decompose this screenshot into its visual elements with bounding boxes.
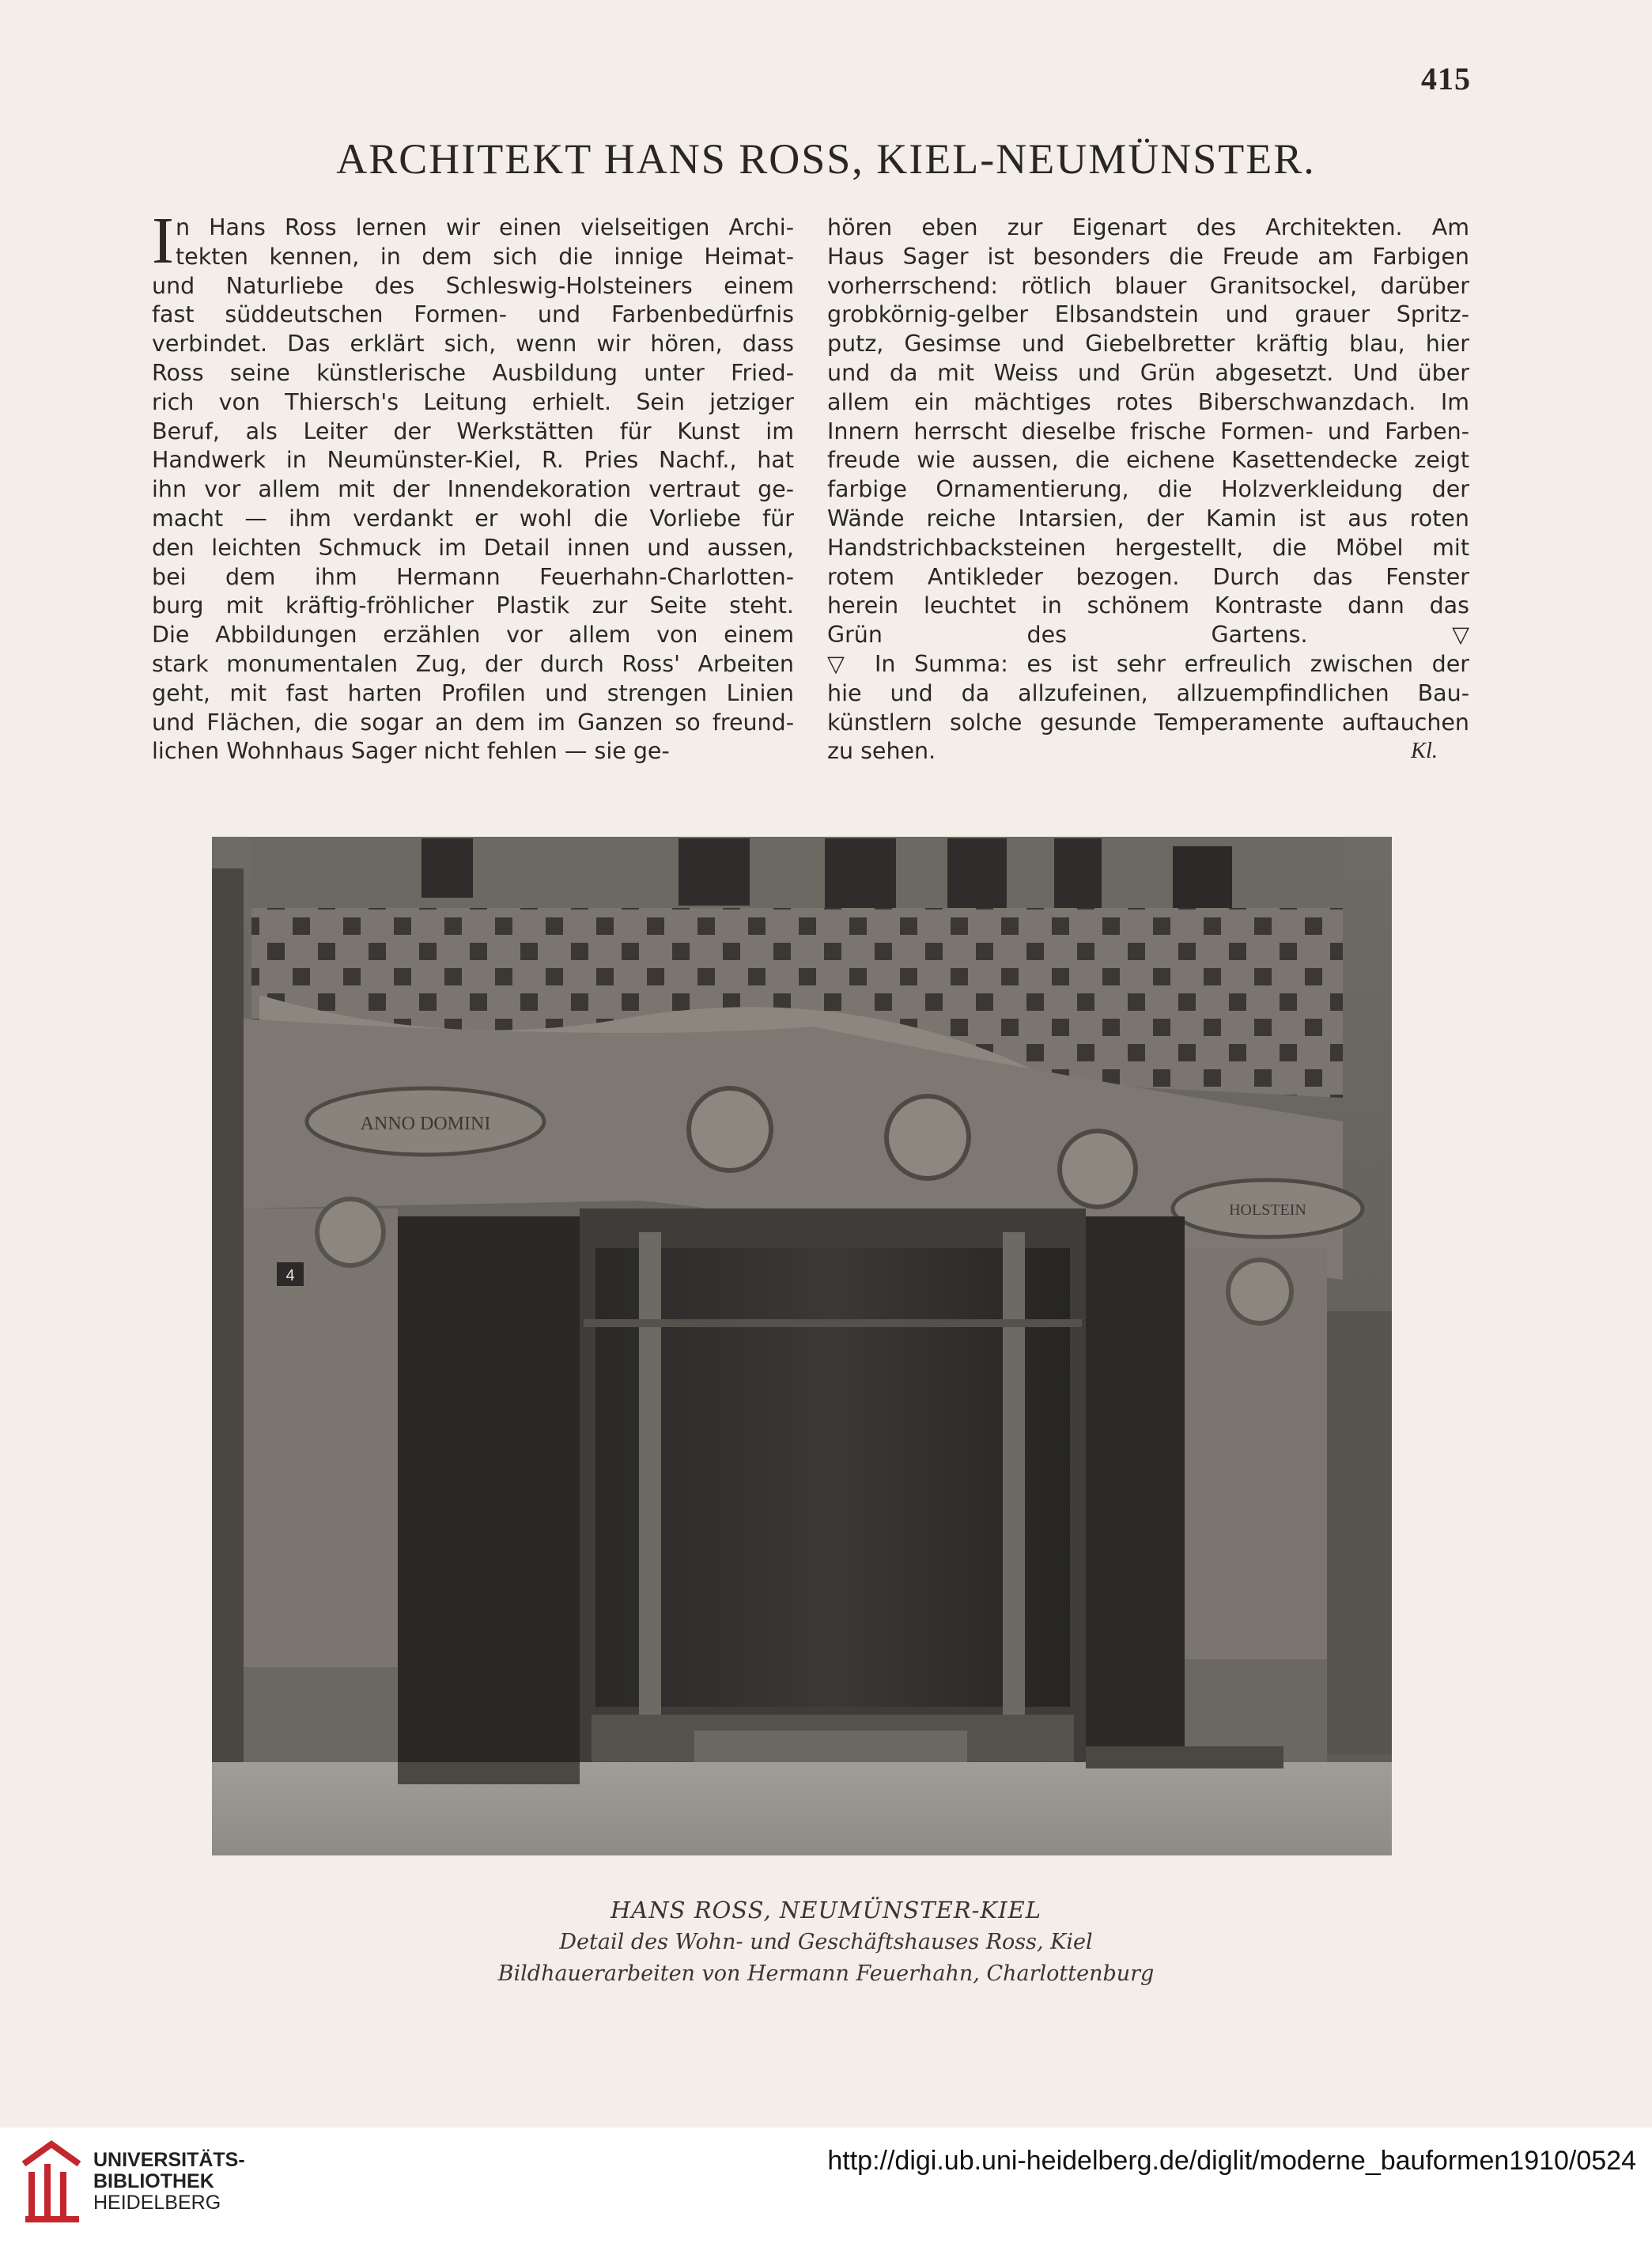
- left-column-line: den leichten Schmuck im Detail innen und aussen,: [152, 534, 794, 561]
- right-column-line: Haus Sager ist besonders die Freude am Farbigen: [827, 243, 1469, 270]
- left-column-line: Die Abbildungen erzählen vor allem von einem: [152, 622, 794, 649]
- caption-title: HANS ROSS, NEUMÜNSTER-KIEL: [611, 1897, 1041, 1923]
- drop-cap: I: [152, 204, 174, 278]
- right-column-line: hie und da allzufeinen, allzuempfindlichen Bau-: [827, 679, 1469, 706]
- right-column-line: hören eben zur Eigenart des Architekten. Am: [827, 214, 1469, 240]
- library-name-line1: UNIVERSITÄTS-: [93, 2149, 245, 2171]
- right-column-line: Handstrichbacksteinen hergestellt, die Möbel mit: [827, 534, 1469, 561]
- caption-credit: Bildhauerarbeiten von Hermann Feuerhahn, Charlottenburg: [497, 1961, 1155, 1986]
- left-column-line: tekten kennen, in dem sich die innige Heimat-: [176, 243, 794, 270]
- plaque-left-text: ANNO DOMINI: [360, 1114, 491, 1134]
- left-column-line: n Hans Ross lernen wir einen vielseitigen Archi-: [176, 214, 794, 240]
- library-name-line2: BIBLIOTHEK: [93, 2170, 214, 2192]
- right-column-line: allem ein mächtiges rotes Biberschwanzdach. Im: [827, 388, 1469, 415]
- right-column-line: freude wie aussen, die eichene Kasettendecke zeigt: [827, 447, 1469, 474]
- plaque-right-text: HOLSTEIN: [1229, 1201, 1306, 1219]
- right-column-line: herein leuchtet in schönem Kontraste dann das: [827, 592, 1469, 619]
- caption-subtitle: Detail des Wohn- und Geschäftshauses Ross, Kiel: [559, 1930, 1093, 1954]
- right-column-line: und da mit Weiss und Grün abgesetzt. Und über: [827, 359, 1469, 386]
- left-column-line: ihn vor allem mit der Innendekoration vertraut ge-: [152, 476, 794, 503]
- right-text-column: [827, 214, 1469, 766]
- right-column-line: künstlern solche gesunde Temperamente auftauchen: [827, 709, 1469, 736]
- left-column-line: rich von Thiersch's Leitung erhielt. Sein jetziger: [152, 388, 794, 415]
- right-column-line: Wände reiche Intarsien, der Kamin ist aus roten: [827, 505, 1469, 531]
- right-column-line: vorherrschend: rötlich blauer Granitsockel, darüber: [827, 272, 1469, 299]
- author-signature: Kl.: [1410, 739, 1438, 764]
- left-column-line: stark monumentalen Zug, der durch Ross' Arbeiten: [152, 650, 794, 677]
- house-number: 4: [285, 1267, 295, 1284]
- library-name-line3: HEIDELBERG: [93, 2192, 221, 2214]
- source-url-link[interactable]: http://digi.ub.uni-heidelberg.de/diglit/moderne_bauformen1910/0524: [827, 2146, 1636, 2176]
- building-photograph: [212, 837, 1392, 1855]
- left-column-line: fast süddeutschen Formen- und Farbenbedürfnis: [152, 301, 794, 328]
- right-column-line: zu sehen.: [827, 738, 936, 765]
- library-name: [93, 2150, 245, 2214]
- left-column-line: macht — ihm verdankt er wohl die Vorliebe für: [152, 505, 794, 531]
- page-number: 415: [1421, 61, 1471, 96]
- right-column-line: grobkörnig-gelber Elbsandstein und grauer Spritz-: [827, 301, 1469, 328]
- article-title: ARCHITEKT HANS ROSS, KIEL-NEUMÜNSTER.: [336, 135, 1316, 183]
- left-column-line: Beruf, als Leiter der Werkstätten für Kunst im: [152, 418, 794, 444]
- left-text-column: [152, 204, 794, 766]
- left-column-line: und Naturliebe des Schleswig-Holsteiners einem: [152, 272, 794, 299]
- right-column-line: rotem Antikleder bezogen. Durch das Fenster: [827, 563, 1469, 590]
- left-column-line: Ross seine künstlerische Ausbildung unter Fried-: [152, 359, 794, 386]
- left-column-line: geht, mit fast harten Profilen und strengen Linien: [152, 679, 794, 706]
- right-column-line: Innern herrscht dieselbe frische Formen- und Farben-: [827, 418, 1469, 444]
- right-column-line: farbige Ornamentierung, die Holzverkleidung der: [827, 476, 1469, 503]
- left-column-line: bei dem ihm Hermann Feuerhahn-Charlotten-: [152, 563, 794, 590]
- right-column-line: ▽ In Summa: es ist sehr erfreulich zwischen der: [827, 650, 1469, 677]
- right-column-line: putz, Gesimse und Giebelbretter kräftig blau, hier: [827, 331, 1469, 357]
- digital-library-footer: [0, 2128, 1652, 2243]
- left-column-line: und Flächen, die sogar an dem im Ganzen so freund-: [152, 709, 794, 736]
- library-logo-icon: [16, 2140, 87, 2227]
- left-column-line: burg mit kräftig-fröhlicher Plastik zur Seite steht.: [152, 592, 794, 619]
- left-column-line: verbindet. Das erklärt sich, wenn wir hören, dass: [152, 331, 794, 357]
- right-column-line: Grün des Gartens. ▽: [827, 622, 1469, 649]
- left-column-line: lichen Wohnhaus Sager nicht fehlen — sie ge-: [152, 738, 670, 765]
- left-column-line: Handwerk in Neumünster-Kiel, R. Pries Nachf., hat: [152, 447, 794, 474]
